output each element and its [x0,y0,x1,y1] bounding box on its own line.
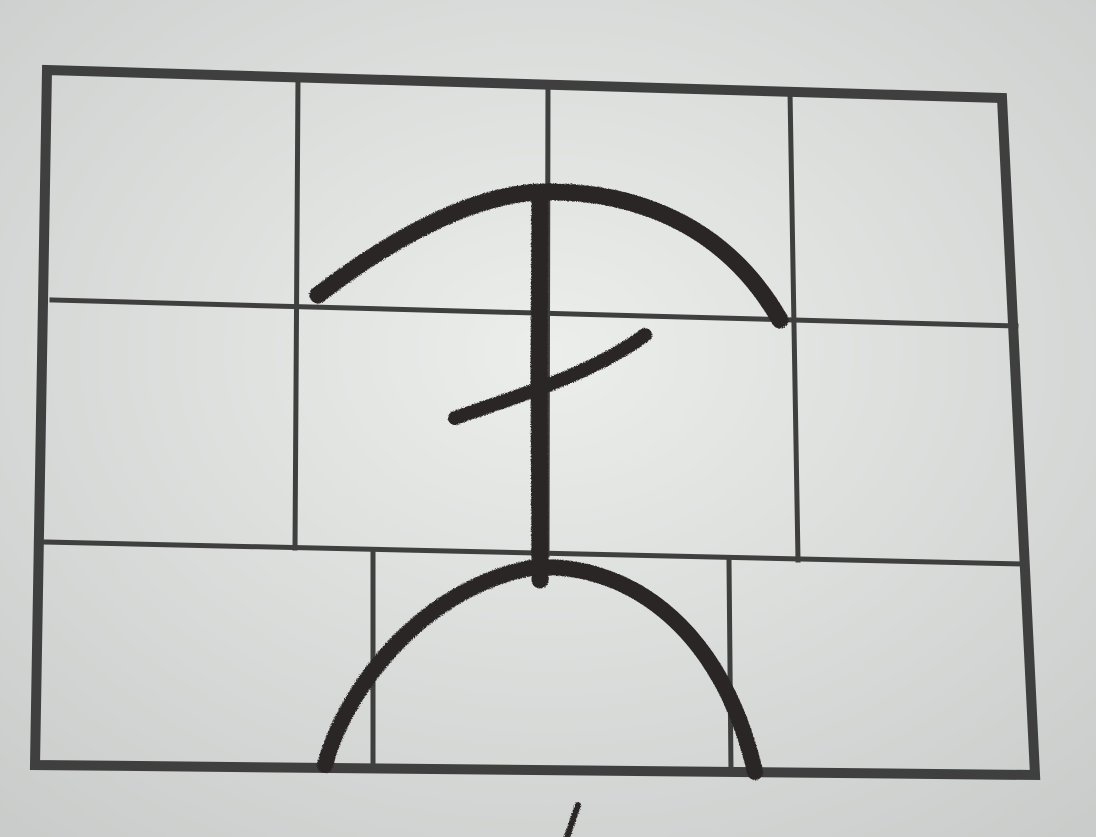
grid-column-divider-1 [295,78,298,548]
grid-bottom-column-divider-2 [729,561,731,772]
